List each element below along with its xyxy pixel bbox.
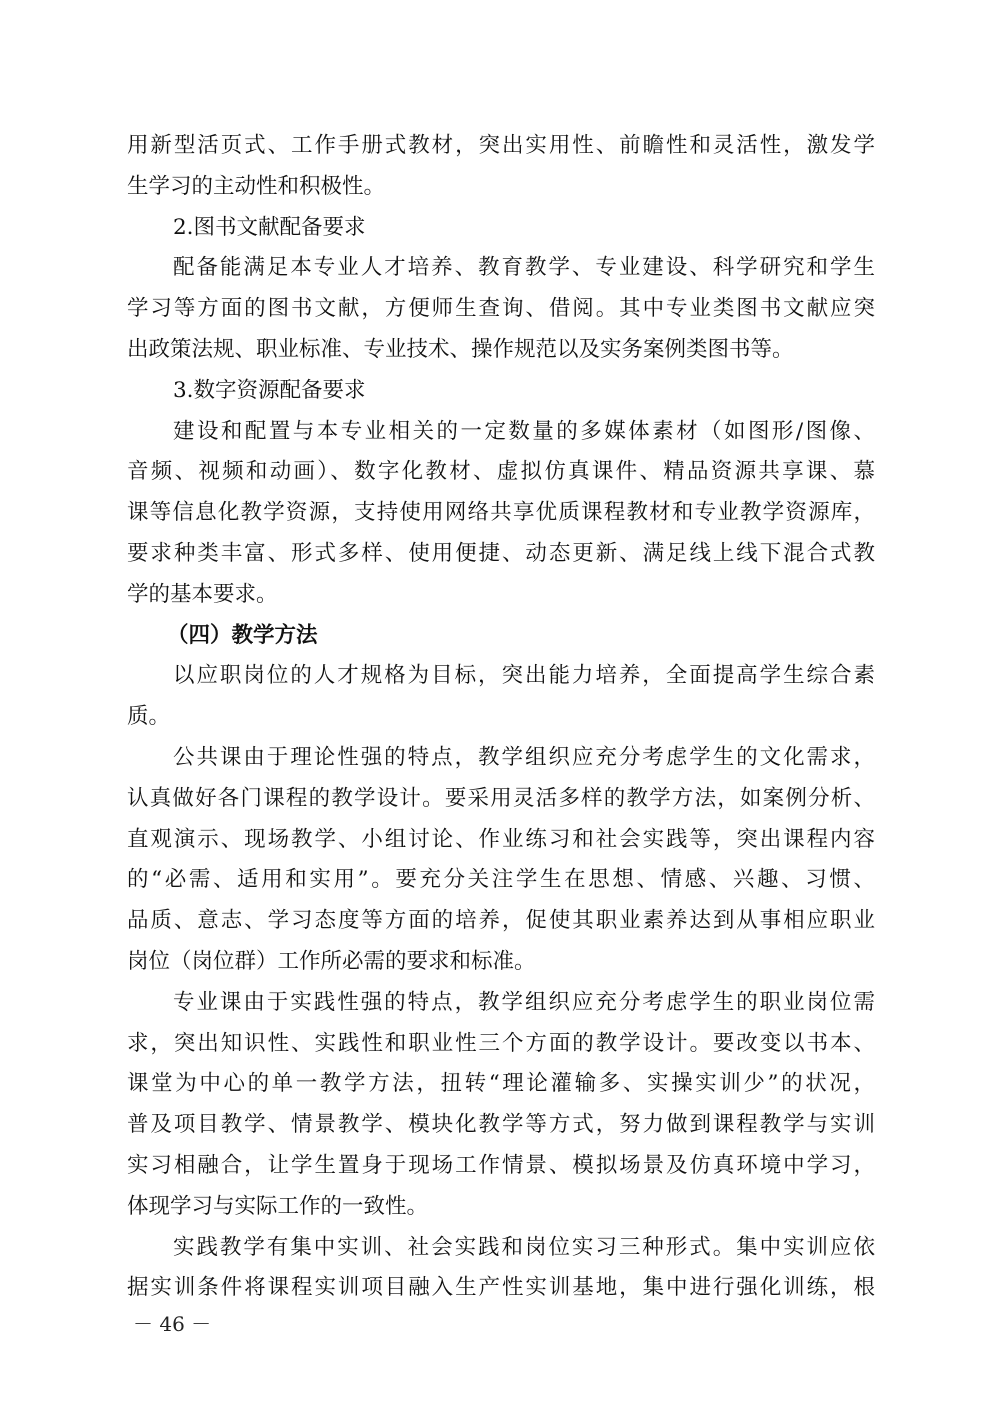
- text-line: 学的基本要求。: [127, 581, 278, 607]
- section-heading: （四）教学方法: [167, 622, 318, 648]
- subheading: 2.图书文献配备要求: [173, 214, 366, 240]
- text-line: 的“必需、适用和实用”。要充分关注学生在思想、情感、兴趣、习惯、: [127, 867, 875, 893]
- body-text: [127, 126, 875, 1309]
- text-line: 课堂为中心的单一教学方法，扭转“理论灌输多、实操实训少”的状况，: [127, 1071, 875, 1097]
- text-line: 课等信息化教学资源，支持使用网络共享优质课程教材和专业教学资源库，: [127, 500, 875, 526]
- text-line: 普及项目教学、情景教学、模块化教学等方式，努力做到课程教学与实训: [127, 1112, 875, 1138]
- subheading: 3.数字资源配备要求: [173, 377, 366, 403]
- text-line: 公共课由于理论性强的特点，教学组织应充分考虑学生的文化需求，: [173, 744, 875, 770]
- text-line: 以应职岗位的人才规格为目标，突出能力培养，全面提高学生综合素: [173, 663, 875, 689]
- text-line: 求，突出知识性、实践性和职业性三个方面的教学设计。要改变以书本、: [127, 1030, 875, 1056]
- text-line: 音频、视频和动画）、数字化教材、虚拟仿真课件、精品资源共享课、慕: [127, 459, 875, 485]
- text-line: 要求种类丰富、形式多样、使用便捷、动态更新、满足线上线下混合式教: [127, 540, 875, 566]
- text-line: 学习等方面的图书文献，方便师生查询、借阅。其中专业类图书文献应突: [127, 296, 875, 322]
- text-line: 建设和配置与本专业相关的一定数量的多媒体素材（如图形/图像、: [173, 418, 875, 444]
- text-line: 专业课由于实践性强的特点，教学组织应充分考虑学生的职业岗位需: [173, 989, 875, 1015]
- text-line: 出政策法规、职业标准、专业技术、操作规范以及实务案例类图书等。: [127, 336, 794, 362]
- text-line: 用新型活页式、工作手册式教材，突出实用性、前瞻性和灵活性，激发学: [127, 133, 875, 158]
- page-number: － 46 －: [133, 1312, 212, 1336]
- text-line: 认真做好各门课程的教学设计。要采用灵活多样的教学方法，如案例分析、: [127, 785, 875, 811]
- text-line: 实践教学有集中实训、社会实践和岗位实习三种形式。集中实训应依: [173, 1234, 875, 1260]
- text-line: 据实训条件将课程实训项目融入生产性实训基地，集中进行强化训练，根: [127, 1275, 875, 1301]
- text-line: 配备能满足本专业人才培养、教育教学、专业建设、科学研究和学生: [173, 255, 875, 281]
- text-line: 岗位（岗位群）工作所必需的要求和标准。: [127, 948, 536, 974]
- text-line: 质。: [127, 704, 171, 730]
- text-line: 实习相融合，让学生置身于现场工作情景、模拟场景及仿真环境中学习，: [127, 1152, 875, 1178]
- text-line: 直观演示、现场教学、小组讨论、作业练习和社会实践等，突出课程内容: [127, 826, 875, 852]
- text-line: 生学习的主动性和积极性。: [127, 173, 386, 199]
- text-line: 体现学习与实际工作的一致性。: [127, 1193, 429, 1219]
- text-line: 品质、意志、学习态度等方面的培养，促使其职业素养达到从事相应职业: [127, 908, 875, 934]
